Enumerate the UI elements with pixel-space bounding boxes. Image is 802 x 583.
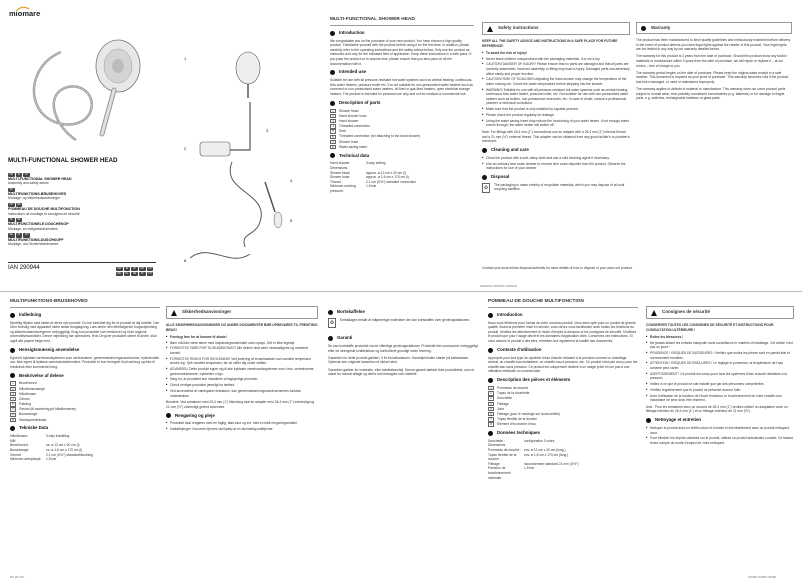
en-disposal-note: ♻ The packaging is made entirely of recyclable materials, which you may dispose of at local recycling facilities. xyxy=(483,182,625,192)
list-item: ■ Make sure that the product is only installed by capable persons. xyxy=(482,107,630,112)
dk-column-1 xyxy=(10,300,160,580)
section-bullet-icon xyxy=(330,31,335,36)
list-item: ■ Clean the product with a soft, damp cloth and use a mild cleaning agent if necessary. xyxy=(482,156,630,161)
section-bullet-icon xyxy=(10,313,15,318)
table-row: Gevind: 2,1 cm (G½") standardtilslutning xyxy=(10,452,93,457)
dk-disposal-note: ♻ Emballagen består af miljøvenlige materialer der kan bortskaffes over genbrugsstationen. xyxy=(329,318,471,326)
list-item: ■ Évitez les blessures ! xyxy=(646,335,794,340)
section-bullet-icon xyxy=(488,431,493,436)
dk-intro-heading: Indledning xyxy=(10,313,160,318)
list-item: ■ CAUTION! RISK OF SCALDING! Adjusting the hand shower may change the temperature of the water coming out. Check the water temperature before stepping into the shower. xyxy=(482,77,630,86)
list-item: ■ Børn må ikke være alene med indpakningsmaterialet uden opsyn. Det er ikke legetøj! xyxy=(166,341,318,346)
list-item: 8 Water-saving insert xyxy=(330,145,474,150)
list-item: ■ To avoid the risk of injury! xyxy=(482,51,630,56)
en-tech-heading: Technical data xyxy=(330,153,474,158)
en-intro-heading: Introduction xyxy=(330,31,474,36)
list-item: ■ Never leave children unsupervised with the packaging materials. It is not a toy. xyxy=(482,57,630,62)
en-disposal-heading: Disposal xyxy=(482,175,630,180)
table-row: Bruseslange: ca. ø 1,6 cm x 170 cm (l) xyxy=(10,448,83,453)
dk-disposal-heading: Bortskaffelse xyxy=(328,310,480,315)
list-item: ■ Nettoyez le produit avec un chiffon doux et humide et éventuellement avec un produit nettoyant doux. xyxy=(646,426,794,435)
ian-bar xyxy=(8,262,156,276)
list-item: ■ FORSIGTIG! FARE FOR TILSKADEKOMST! Alle delene skal være ubeskadigede og monteret korrekt. xyxy=(166,346,318,355)
list-item: ■ Pour éliminer les dépôts calcaires sur le produit, utilisez un produit anticalcaire courant. Ce faisant, tenez compte du mode d'emploi de votre nettoyant. xyxy=(646,436,794,445)
product-illustration xyxy=(16,32,156,152)
list-item: 6 Filetage (pour le montage sur la douchette) xyxy=(488,412,638,417)
country-chips: GB IE NI DK FRBE NL DE AT CH xyxy=(117,267,152,276)
fr-column-2 xyxy=(646,306,794,578)
fr-intro-text: Nous vous félicitons pour l'achat de votre nouveau produit. Vous avez opté pour un produit de grande qualité. Avant la première mise en service, vous devez vous familiariser avec toutes les fonctions du produit. Veuillez lire attentivement le mode d'emploi ci-dessous et les consignes de sécurité. N'utilisez le produit que pour l'usage décrit et les domaines d'application cités. Conservez ces instructions. Si vous donnez le produit à des tiers, remettez-leur également la totalité des documents. xyxy=(488,320,637,343)
lang-entry: DE AT CH MULTIFUNKTIONS-DUSCHKOPF Montage- und Sicherheitshinweise xyxy=(8,233,64,246)
cover-language-list xyxy=(8,172,156,247)
list-item: ■ Produktet skal rengøres med en fugtig, blød klud og evt. mild et mildt rengøringsmiddel. xyxy=(166,421,318,426)
list-item: ■ AVERTISSEMENT ! Ce produit est conçu pour tous les systèmes d'eau chaude résistants à la pression. xyxy=(646,372,794,381)
dk-safety-heading: Sikkerhedsanvisninger xyxy=(166,306,318,319)
list-item: ■ Check venligst produktet jævnligt for tæthed. xyxy=(166,383,318,388)
list-item: 2 Hand shower hose xyxy=(330,114,474,119)
ian-number: IAN 290944 xyxy=(8,265,40,271)
list-item: ■ FORSIGTIG! RISIKO FOR SKOLDNING! Ved justering af bruseinsatsen kan vandets temperatur ændre sig. Tjek vandets temperatur, før du stiller dig under strålen. xyxy=(166,357,318,366)
dk-safety-caps: ALLE SIKKERHEDSANVISNINGER OG ANDRE DOKUMENTER BØR OPBEVARES TIL FREMTIDIG BRUG! xyxy=(166,323,318,332)
svg-text:2: 2 xyxy=(184,146,187,151)
dk-garanti-heading: Garanti xyxy=(328,336,480,341)
fr-safety-caps: CONSERVER TOUTES LES CONSIGNES DE SÉCURITÉ ET INSTRUCTIONS POUR CONSULTATION ULTÉRIEURE ! xyxy=(646,323,774,332)
dk-footer: DK DK DK xyxy=(10,575,25,579)
list-item: 1 Brusehoved xyxy=(10,381,160,386)
table-row: Pression de fonctionnement minimale : 1,5 bar xyxy=(488,466,535,480)
list-item: 5 Pakning xyxy=(10,402,160,407)
warning-triangle-icon xyxy=(651,310,657,316)
section-bullet-icon xyxy=(330,70,335,75)
en-parts-heading: Description of parts xyxy=(330,101,474,106)
svg-text:3: 3 xyxy=(266,128,269,133)
section-bullet-icon xyxy=(10,426,15,431)
fr-use-heading: Contexte d'utilisation xyxy=(488,348,638,353)
list-item: 5 Seal xyxy=(330,129,474,134)
list-item: ■ CAUTION! DANGER OF INJURY! Please ensure that no parts are damaged and that all parts are correctly assembled. Incorrect assembly or fitting may lead to injury. Damaged parts can adversely affect safety and proper function. xyxy=(482,62,630,76)
en-safety-caps: KEEP ALL THE SAFETY ADVICE AND INSTRUCTIONS IN A SAFE PLACE FOR FUTURE REFERENCE! xyxy=(482,39,618,48)
fr-tech-table xyxy=(488,439,638,480)
list-item: 3 Douchette xyxy=(488,396,638,401)
en-warranty-heading: Warranty xyxy=(636,22,792,34)
cover-panel xyxy=(8,10,156,288)
list-item: 2 Tuyau de la douchette xyxy=(488,391,638,396)
section-bullet-icon xyxy=(330,153,335,158)
recycle-icon: ♻ xyxy=(483,184,489,191)
dk-parts-list xyxy=(10,381,160,422)
section-bullet-icon xyxy=(166,413,171,418)
list-item: 7 Tuyau flexible de la douche xyxy=(488,417,638,422)
fr-tech-heading: Données techniques xyxy=(488,431,638,436)
section-bullet-icon xyxy=(488,313,493,318)
list-item: ■ Ne jamais laisser les enfants manipuler sans surveillance le matériel d'emballage. Cet article n'est pas un jouet ! xyxy=(646,341,794,350)
table-row: Filetage : raccordement standard 21 mm (G½") xyxy=(488,461,579,466)
table-row: Håndbruser: 3-vejs indstilling xyxy=(10,434,70,439)
brand-logo: miomare xyxy=(8,10,156,18)
fr-parts-list xyxy=(488,386,638,427)
table-row: Pommeau de douche : env. ø 12 cm x 20 cm (long.) xyxy=(488,448,566,453)
list-item: ■ PRUDENCE ! RISQUES DE BLESSURES ! Vérifiez que toutes les pièces sont en parfait état et correctement montées. xyxy=(646,351,794,360)
parts-diagram xyxy=(170,32,320,272)
en-safety-heading: Safety instructions xyxy=(482,22,630,35)
list-item: 1 Shower head xyxy=(330,109,474,114)
list-item: 2 Håndbruseslange xyxy=(10,387,160,392)
fr-intro-heading: Introduction xyxy=(488,313,638,318)
table-row: Brusehoved: ca. ø 12 cm x 20 cm (l) xyxy=(10,443,80,448)
table-row: Dimensions xyxy=(330,166,348,171)
list-item: 7 Bruseslange xyxy=(10,412,160,417)
svg-text:5: 5 xyxy=(290,218,293,223)
table-row: Dimensions xyxy=(488,443,506,448)
list-item: ■ Vérifiez régulièrement que le produit ne présente aucune fuite. xyxy=(646,388,794,393)
en-safety-note: Note: For fittings with 26.4 mm (1") connections use an adapter with a 26.4 mm (1") internal thread and a 21 mm (½") external thread. This adapter can be obtained from any good builder's or plumber's merchant. xyxy=(482,130,630,144)
list-item: ■ Avec l'utilisation de la fonction de l'écart réducteur, le fonctionnement de votre chauffe-eau instantané ne sera donc être restreint. xyxy=(646,394,794,403)
list-item: 3 Hand shower xyxy=(330,119,474,124)
list-item: ■ ATTENTION ! RISQUES DE BRÛLURES ! Le réglage le pommeau, la température de l'eau sortante peut varier. xyxy=(646,361,794,370)
list-item: ■ Please check the product regularly for leakage. xyxy=(482,113,630,118)
fr-safety-heading: Consignes de sécurité xyxy=(646,306,794,319)
dk-garanti-text: Garantien gælder for materiale- eller fabrikationsfejl. Denne garanti dækker ikke produktdele, som er udsat for normal slitage og derfor kan betragtes som sliddele. xyxy=(328,367,475,377)
en-column-1 xyxy=(330,18,474,288)
en-tech-table xyxy=(330,161,474,193)
table-row: Tuyau flexible de la douche : env. ø 1,6 cm x 170 cm (long.) xyxy=(488,452,569,462)
list-item: ■ WARNING! Suitable for use with all pressure-resistant hot water systems such as central heating, continuous-flow water heater, pressure boiler, etc. Not suitable for use with non-pressurised water heaters such as boilers, non-pressurised reservoirs, etc. In case of doubt, consult a professional plumber or technical consultant. xyxy=(482,88,630,106)
en-page-title: MULTI-FUNCTIONAL SHOWER HEAD xyxy=(330,18,474,26)
list-item: 6 Gevind (til montering på håndbruseren) xyxy=(10,407,160,412)
lang-entry: GB IE NI MULTI-FUNCTIONAL SHOWER HEAD Assembly and safety advice xyxy=(8,173,72,186)
list-item: ■ Use an ordinary lime scale cleaner to remove lime scale deposits from the product. Observe the instructions for use of your cleaner. xyxy=(482,162,630,171)
dk-parts-heading: Beskrivelse af delene xyxy=(10,373,160,378)
fr-parts-heading: Description des pièces et éléments xyxy=(488,378,638,383)
list-item: ■ Kalkaflejringer i bruseren fjernes ved hjælp af en almindelig kalkfjerner. xyxy=(166,427,318,432)
section-bullet-icon xyxy=(328,336,333,341)
en-parts-list xyxy=(330,109,474,150)
table-row: Shower head: approx. ø 12 cm x 20 cm (l) xyxy=(330,170,407,175)
dk-use-text: Egnet til trykfaste varmtvandsystemer som centralvarme, gennemstrømningsvandvarmer, trykbeholder osv. Ikke egnet til trykløse varmtvandsbeholdere. Produktet er kun beregnet til privat brug og ikke til medicinsk eller kommerciel brug. xyxy=(10,355,160,369)
fr-use-text: Approprié pour tout type de système d'eau chaude résistant à la pression comme un chauffage central, un chauffe-eau instantané, un chauffe-eau à pression, etc. Ce produit n'est pas conçu pour les chauffe-eau sans pression. Ce produit est uniquement destiné à un usage privé et non pas à une utilisation médicale ou commerciale. xyxy=(488,355,638,374)
list-item: 6 Threaded connection (for attaching to the hand shower) xyxy=(330,134,474,139)
list-item: 7 Shower hose xyxy=(330,140,474,145)
dk-use-heading: Hensigtsmæssig anvendelse xyxy=(10,348,160,353)
list-item: ■ Veillez à ce que le produit ne soit installé que par des personnes compétentes. xyxy=(646,382,794,387)
svg-text:1: 1 xyxy=(184,56,187,61)
lang-entry: DK MULTIFUNKTIONS-BRUSEHOVED Montage- og sikkerhedsanvisninger xyxy=(8,188,67,201)
table-row: Minimum working pressure: 1.5 bar xyxy=(330,184,377,193)
recycle-icon: ♻ xyxy=(329,320,335,326)
en-column-2 xyxy=(482,22,630,288)
list-item: ■ Sørg for, at produktet kun installeres af fagkyndige personer. xyxy=(166,377,318,382)
list-item: 4 Gevind xyxy=(10,397,160,402)
section-bullet-icon xyxy=(488,348,493,353)
section-bullet-icon xyxy=(10,373,15,378)
list-item: ■ Forebyg fare for at komme til skade! xyxy=(166,335,318,340)
dk-page-title: MULTIFUNKTIONS-BRUSEHOVED xyxy=(10,300,160,308)
en-intro-text: We congratulate you on the purchase of your new product. You have chosen a high quality product. Familiarise yourself with the product before using it for the first time. In addition, please carefully refer to the operating instructions and the safety advice below. Only use the product as instructed and only for the indicated field of application. Keep these instructions in a safe place. If you pass the product on to anyone else, please ensure that you also pass on all the documentation with it. xyxy=(330,38,472,66)
table-row: Minimum arbejdstryk: 1,5 bar xyxy=(10,457,57,462)
lang-entry: FR BE POMMEAU DE DOUCHE MULTIFONCTION Instructions de montage et consignes de sécurité xyxy=(8,203,80,216)
warning-triangle-icon xyxy=(487,26,493,32)
svg-text:8: 8 xyxy=(184,258,187,263)
section-bullet-icon xyxy=(646,418,651,423)
en-use-text: Suitable for use with all pressure-resistant hot water systems such as central heating, continuous-flow water heaters, pressure boiler etc. It is not suitable for non-pressurised water heaters such as unvented or non-pressurised water heaters, oil-fired or gas-fired heaters, open electrical storage heaters. The product is intended for personal use only and not for medical or commercial use. xyxy=(330,78,473,96)
list-item: 4 Filetage xyxy=(488,402,638,407)
list-item: ■ Ved anvendelse af vandsparer-indsatsen, kan gennemstrømningsvandvarmerens funktion indskrænkes. xyxy=(166,389,318,398)
list-item: 5 Joint xyxy=(488,407,638,412)
section-bullet-icon xyxy=(482,175,487,180)
list-item: 1 Pommeau de douche xyxy=(488,386,638,391)
dk-tech-heading: Tekniske Data xyxy=(10,426,160,431)
dk-clean-heading: Rengøring og pleje xyxy=(166,413,318,418)
fr-footer: FR/BE FR/BE FR/BE xyxy=(748,575,777,579)
dk-column-2 xyxy=(166,306,318,578)
fr-safety-note: Avis : Pour les armatures avec un raccord de 26,4 mm (1") veuillez utiliser un adaptateur avec un filetage intérieur de 26,4 mm (1") et un filetage extérieur de 21 mm (½"). xyxy=(646,404,788,414)
list-item: 8 Élément d'économie d'eau xyxy=(488,422,638,427)
dk-column-3 xyxy=(328,306,480,578)
dk-intro-text: Hjertelig tillykke med købet af deres nye produkt. Du har besluttet dig for et produkt af høj kvalitet. Gør Dem fortrolig med apparatet inden første ibrugtagning. Læs derfor den efterfølgende brugsvejledning og sikkerhedsanvisningerne omhyggeligt. Brug kun produktet som beskrevet og til de angivne anvendelsesområder. Denne vejledning bør opbevares. Hvis De giver produktet videre til andre, skal også alle papirer følge med. xyxy=(10,320,159,343)
list-item: 8 Vandsparerindsats xyxy=(10,418,160,423)
en-contact-text: Contact your local refuse disposal authority for more details of how to dispose of your worn-out product. xyxy=(482,266,633,270)
en-clean-heading: Cleaning and care xyxy=(482,148,630,153)
en-warranty-text: The warranty applies to defects in material or manufacture. This warranty does not cover product parts subject to normal wear, thus possibly considered consumables (e.g. batteries) or for damage to fragile parts, e.g. switches, rechargeable batteries or glass parts. xyxy=(636,87,786,101)
lang-entry: NL BE MULTIFUNCTIONELE DOUCHEKOP Montage- en veiligheidsinstructies xyxy=(8,218,69,231)
section-bullet-icon xyxy=(328,310,333,315)
section-bullet-icon xyxy=(330,101,335,106)
table-row: Hand shower: 3-way setting xyxy=(330,161,386,166)
dk-tech-table xyxy=(10,434,160,462)
en-footer: GB/IE/NI GB/IE/NI GB/IE/NI xyxy=(480,284,518,288)
page-bottom xyxy=(0,292,802,583)
dk-garanti-text: Du kan bortskaffe produktet via de offentlige genbrugsstationer. Produktet blev produceret omhyggeligt efter de strengeste kvalitetskrav og kontrolleret grundigt inden levering. xyxy=(328,344,478,353)
dk-safety-note: Bemærk: Ved armaturer med 26,4 mm (1") tilslutning skal en adapter med 26,4 mm (1") indvendigt og 21 mm (½") udvendigt gevind anvendes. xyxy=(166,400,315,409)
table-row: Thread: 2.1 cm (G½") standard connection xyxy=(330,179,417,184)
section-bullet-icon xyxy=(488,378,493,383)
fr-clean-heading: Nettoyage et entretien xyxy=(646,418,794,423)
list-item: 3 Håndbruser xyxy=(10,392,160,397)
fr-page-title: POMMEAU DE DOUCHE MULTIFONCTION xyxy=(488,300,638,308)
fr-column-1 xyxy=(488,300,638,580)
en-warranty-text: The warranty for this product is 3 years from the date of purchase. Should this product show any fault in materials or manufacture within 3 years from the date of purchase, we will repair or replace it – at our choice – free of charge to you. xyxy=(636,54,788,68)
svg-text:4: 4 xyxy=(290,178,293,183)
warning-triangle-icon xyxy=(171,310,177,316)
cover-title: MULTI-FUNCTIONAL SHOWER HEAD xyxy=(8,157,118,164)
dk-garanti-text: Garantien for dette produkt gælder i 3 år fra købsdatoen. Garantiperioden starter på købsdatoen. Opbevar den originale kassebon et sikkert sted. xyxy=(328,355,470,365)
en-warranty-text: The product has been manufactured to strict quality guidelines and meticulously examined before delivery. In the event of product defects you have legal rights against the retailer of this product. Your legal rights are not limited in any way by our warranty detailed below. xyxy=(636,38,791,52)
table-row: Mål xyxy=(10,438,16,443)
en-use-heading: Intended use xyxy=(330,70,474,75)
logo-swoosh-icon xyxy=(16,6,30,11)
list-item: ■ Using the water saving insert may reduce the functioning of your water heater. If not enough water comes through, the water heater will switch off. xyxy=(482,119,630,128)
en-warranty-text: The warranty period begins on the date of purchase. Please keep the original sales receipt in a safe location. This document is required as your proof of purchase. This warranty becomes void if the product has been damaged, or used or maintained improperly. xyxy=(636,70,789,84)
section-bullet-icon xyxy=(482,148,487,153)
en-column-3 xyxy=(636,22,792,288)
list-item: 4 Threaded connection xyxy=(330,124,474,129)
section-bullet-icon xyxy=(641,26,646,31)
list-item: ■ ADVARSEL! Dette produkt egner sig til alle trykfaste varmtvandssystemer som f.eks. centralvarme, gennemstrømmere, trykkedler o.lign. xyxy=(166,367,318,376)
table-row: Douchette : configuration 3 voies xyxy=(488,438,555,443)
table-row: Shower hose: approx. ø 1.6 cm x 170 cm (l) xyxy=(330,175,409,180)
section-bullet-icon xyxy=(10,348,15,353)
